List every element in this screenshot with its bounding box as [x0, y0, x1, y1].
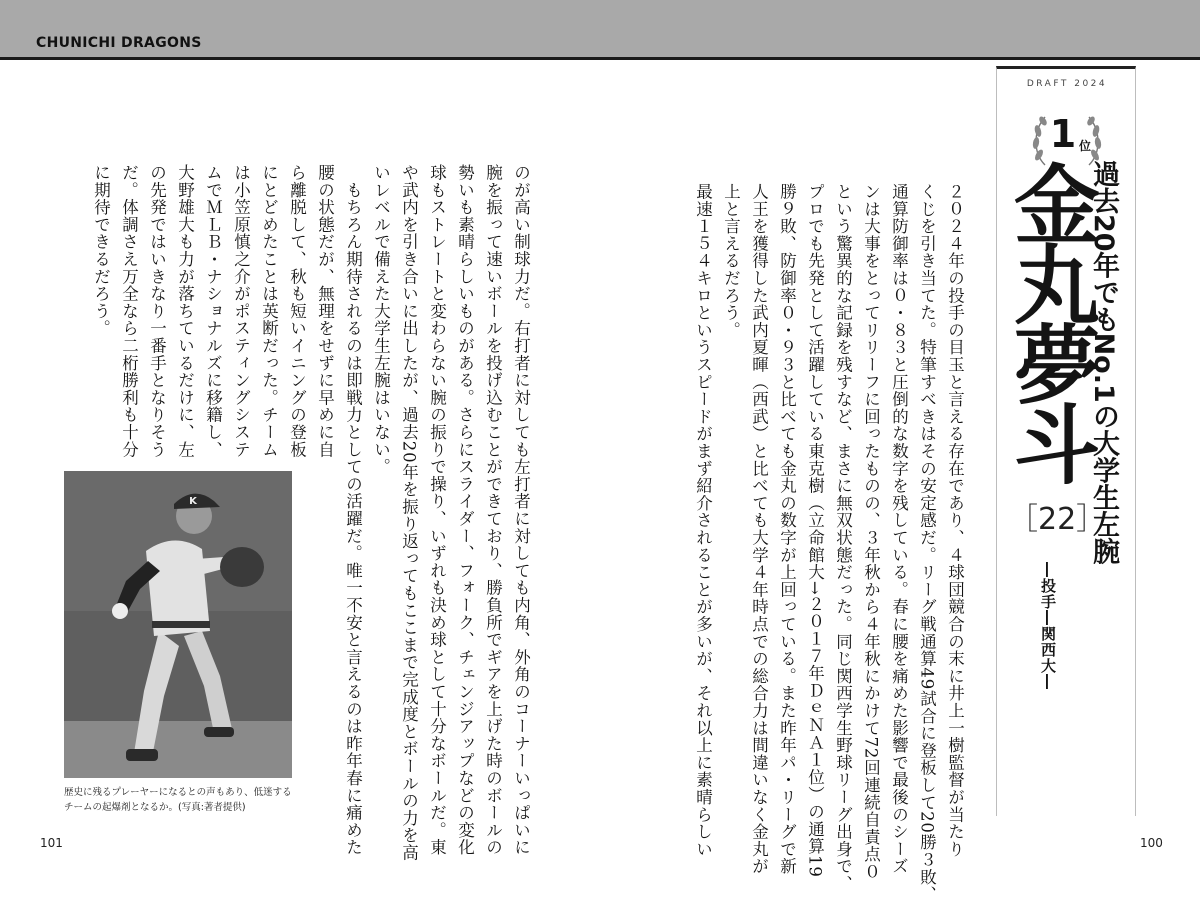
- body-column: ２０２４年の投手の目玉と言える存在であり、４球団競合の末に井上一樹監督が当たり: [945, 183, 965, 858]
- body-column: 大野雄大も力が落ちているだけに、左: [175, 164, 195, 459]
- body-column: 勝９敗、防御率０・９３と比べても金丸の数字が上回っている。また昨年パ・リーグで新: [777, 183, 797, 875]
- body-column: は小笠原慎之介がポスティングシステ: [231, 164, 251, 459]
- page-number-right: 100: [1140, 836, 1163, 850]
- player-position-team: ―投手―関西大―: [1039, 562, 1057, 690]
- draft-label: DRAFT 2024: [1026, 79, 1108, 89]
- body-column: 通算防御率は０・８３と圧倒的な数字を残している。春に腰を痛めた影響で最後のシーズ: [889, 183, 909, 875]
- team-name: CHUNICHI DRAGONS: [36, 35, 202, 51]
- body-column: くじを引き当てた。特筆すべきはその安定感だ。リーグ戦通算49試合に登板して20勝３敗、: [917, 183, 937, 903]
- body-column: ンは大事をとってリリーフに回ったものの、３年秋から４年秋にかけて72回連続自責点０: [861, 183, 881, 881]
- cap-letter: K: [189, 496, 197, 507]
- body-column: プロでも先発として活躍している東克樹（立命館大→２０１７年ＤｅＮＡ１位）の通算19: [805, 183, 825, 878]
- body-column: 上と言えるだろう。: [721, 183, 741, 339]
- body-column: や武内を引き合いに出したが、過去20年を振り返ってもここまで完成度とボールの力を高: [399, 164, 419, 862]
- body-column: いレベルで備えた大学生左腕はいない。: [371, 164, 391, 476]
- body-column: 最速１５４キロというスピードがまず紹介されることが多いが、それ以上に素晴らしい: [693, 183, 713, 858]
- body-column: 人王を獲得した武内夏暉（西武）と比べても大学４年時点での総合力は間違いなく金丸が: [749, 183, 769, 875]
- body-column: ら離脱して、秋も短いイニングの登板: [287, 164, 307, 459]
- body-column: という驚異的な記録を残すなど、まさに無双状態だった。同じ関西学生野球リーグ出身で、: [833, 183, 853, 893]
- body-column: 腰の状態だが、無理をせずに早めに自: [315, 164, 335, 459]
- pitcher-figure: [64, 471, 292, 778]
- player-name: 金丸夢斗: [999, 160, 1099, 480]
- body-column: の先発ではいきなり一番手となりそう: [147, 164, 167, 459]
- pitcher-photo: [64, 471, 292, 778]
- photo-caption: 歴史に残るプレーヤーになるとの声もあり、低迷するチームの起爆剤となるか。(写真:著者提供): [64, 787, 292, 813]
- player-age: ［22］: [1008, 502, 1107, 537]
- body-column: 球もストレートと変わらない腕の振りで操り、いずれも決め球として十分なボールだ。東: [427, 164, 447, 856]
- catch-copy: 過去20年でもNo.1の大学生左腕: [1088, 160, 1119, 565]
- page-number-left: 101: [40, 836, 63, 850]
- body-column: 腕を振って速いボールを投げ込むことができており、勝負所でギアを上げた時のボールの: [483, 164, 503, 856]
- rank-unit: 位: [1079, 139, 1092, 153]
- rank-number: 1: [1049, 112, 1077, 156]
- body-column: にとどめたことは英断だった。チーム: [259, 164, 279, 459]
- body-column: 勢いも素晴らしいものがある。さらにスライダー、フォーク、チェンジアップなどの変化: [455, 164, 475, 856]
- body-column: ムでＭＬＢ・ナショナルズに移籍し、: [203, 164, 223, 459]
- body-column: だ。体調さえ万全なら二桁勝利も十分: [119, 164, 139, 459]
- body-column: のが高い制球力だ。右打者に対しても左打者に対しても内角、外角のコーナーいっぱいに: [511, 164, 531, 856]
- running-header: [0, 0, 1200, 60]
- body-column: もちろん期待されるのは即戦力としての活躍だ。唯一不安と言えるのは昨年春に痛めた: [343, 164, 363, 856]
- body-column: に期待できるだろう。: [91, 164, 111, 337]
